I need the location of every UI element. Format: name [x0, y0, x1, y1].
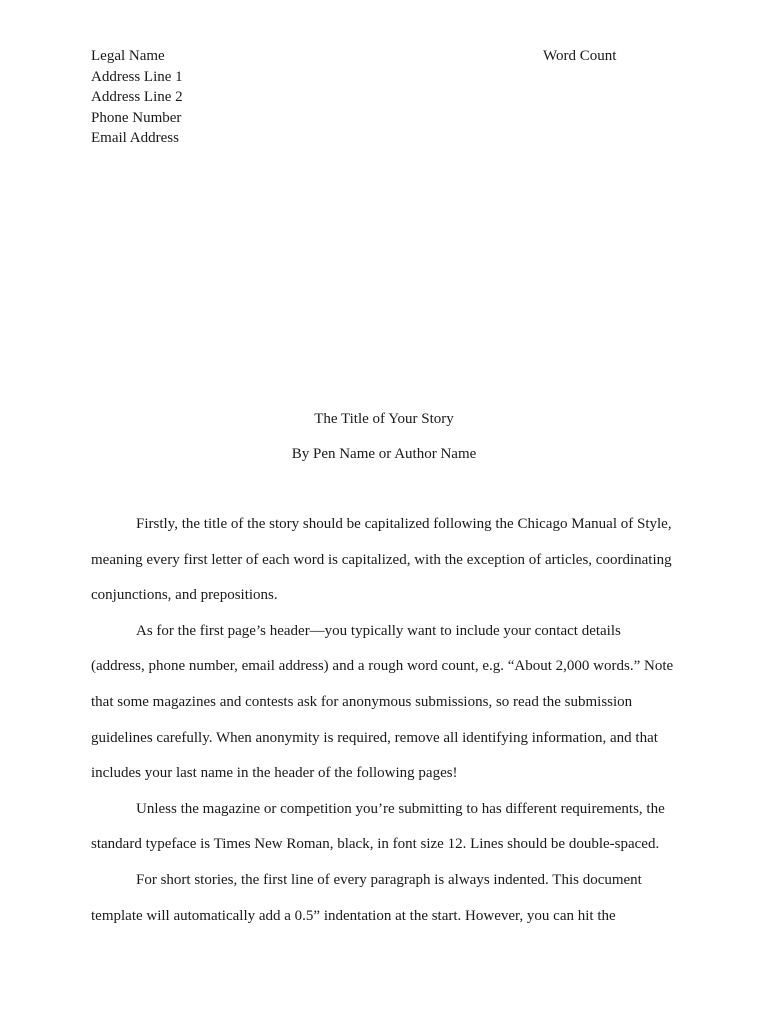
paragraph: For short stories, the first line of every paragraph is always indented. This document template will automatically add a 0.5” indentation at the start. However, you can hit the [91, 871, 642, 924]
contact-block [91, 46, 183, 149]
address-line-1: Address Line 1 [91, 68, 183, 85]
phone-number: Phone Number [91, 109, 182, 126]
address-line-2: Address Line 2 [91, 89, 183, 105]
story-title: The Title of Your Story [314, 411, 454, 427]
story-body [91, 507, 677, 934]
paragraph: Firstly, the title of the story should be capitalized following the Chicago Manual of Style, meaning every first letter of each word is capitalized, with the exception of articles, coordinating conjunctions, and prepositions. [91, 516, 672, 604]
email-address: Email Address [91, 130, 179, 146]
paragraph: As for the first page’s header—you typically want to include your contact details (address, phone number, email address) and a rough word count, e.g. “About 2,000 words.” Note that some magazines and contests ask for anonymous submissions, so read the submission guidelines carefully. When anonymity is required, remove all identifying information, and that includes your last name in the header of the following pages! [91, 622, 674, 782]
byline: By Pen Name or Author Name [291, 446, 477, 462]
word-count: Word Count [543, 48, 617, 64]
legal-name: Legal Name [91, 48, 165, 64]
paragraph: Unless the magazine or competition you’re submitting to has different requirements, the standard typeface is Times New Roman, black, in font size 12. Lines should be double-spaced. [91, 800, 665, 853]
